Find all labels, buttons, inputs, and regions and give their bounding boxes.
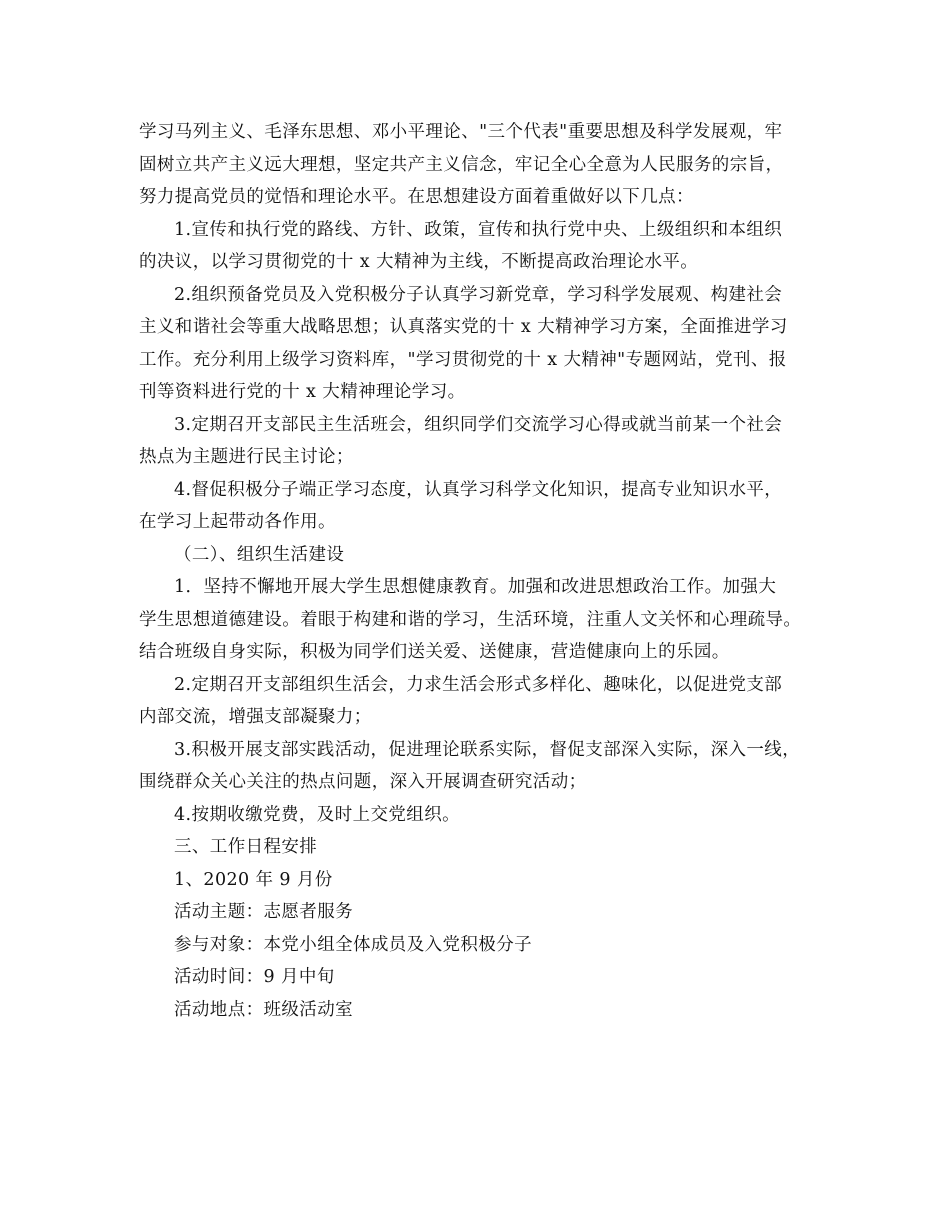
text-line-2: 固树立共产主义远大理想，坚定共产主义信念，牢记全心全意为人民服务的宗旨， [139, 154, 784, 175]
text-line-15: 1．坚持不懈地开展大学生思想健康教育。加强和改进思想政治工作。加强大 [174, 577, 777, 597]
section-heading-schedule: 三、工作日程安排 [174, 837, 318, 857]
text-line-6: 2.组织预备党员及入党积极分子认真学习新党章，学习科学发展观、构建社会 [174, 284, 783, 305]
text-line-19: 内部交流，增强支部凝聚力； [139, 707, 372, 727]
text-line-20: 3.积极开展支部实践活动，促进理论联系实际，督促支部深入实际，深入一线， [174, 739, 801, 760]
text-line-21: 围绕群众关心关注的热点问题，深入开展调查研究活动； [139, 772, 587, 792]
document-body [139, 116, 816, 1026]
text-line-11: 热点为主题进行民主讨论； [139, 447, 354, 467]
activity-time: 活动时间：9 月中旬 [174, 967, 335, 987]
text-line-8: 工作。充分利用上级学习资料库，"学习贯彻党的十 x 大精神"专题网站，党刊、报 [139, 349, 787, 370]
activity-location: 活动地点：班级活动室 [174, 999, 353, 1020]
schedule-month: 1、2020 年 9 月份 [174, 869, 333, 890]
text-line-12: 4.督促积极分子端正学习态度，认真学习科学文化知识，提高专业知识水平， [174, 479, 783, 500]
text-line-1: 学习马列主义、毛泽东思想、邓小平理论、"三个代表"重要思想及科学发展观，牢 [139, 122, 783, 142]
activity-theme: 活动主题：志愿者服务 [174, 902, 353, 922]
text-line-22: 4.按期收缴党费，及时上交党组织。 [174, 804, 460, 825]
text-line-4: 1.宣传和执行党的路线、方针、政策，宣传和执行党中央、上级组织和本组织 [174, 219, 783, 240]
text-line-16: 学生思想道德建设。着眼于构建和谐的学习，生活环境，注重人文关怀和心理疏导。 [139, 609, 802, 630]
text-line-5: 的决议，以学习贯彻党的十 x 大精神为主线，不断提高政治理论水平。 [139, 252, 699, 272]
text-line-17: 结合班级自身实际，积极为同学们送关爱、送健康，营造健康向上的乐园。 [139, 642, 730, 662]
text-line-3: 努力提高党员的觉悟和理论水平。在思想建设方面着重做好以下几点： [139, 187, 694, 207]
section-heading-organization-life: （二）、组织生活建设 [174, 544, 345, 565]
text-line-13: 在学习上起带动各作用。 [139, 512, 336, 532]
text-line-9: 刊等资料进行党的十 x 大精神理论学习。 [139, 382, 466, 402]
activity-participants: 参与对象：本党小组全体成员及入党积极分子 [174, 934, 532, 955]
text-line-18: 2.定期召开支部组织生活会，力求生活会形式多样化、趣味化，以促进党支部 [174, 674, 783, 695]
text-line-7: 主义和谐社会等重大战略思想；认真落实党的十 x 大精神学习方案，全面推进学习 [139, 317, 788, 337]
text-line-10: 3.定期召开支部民主生活班会，组织同学们交流学习心得或就当前某一个社会 [174, 414, 783, 435]
